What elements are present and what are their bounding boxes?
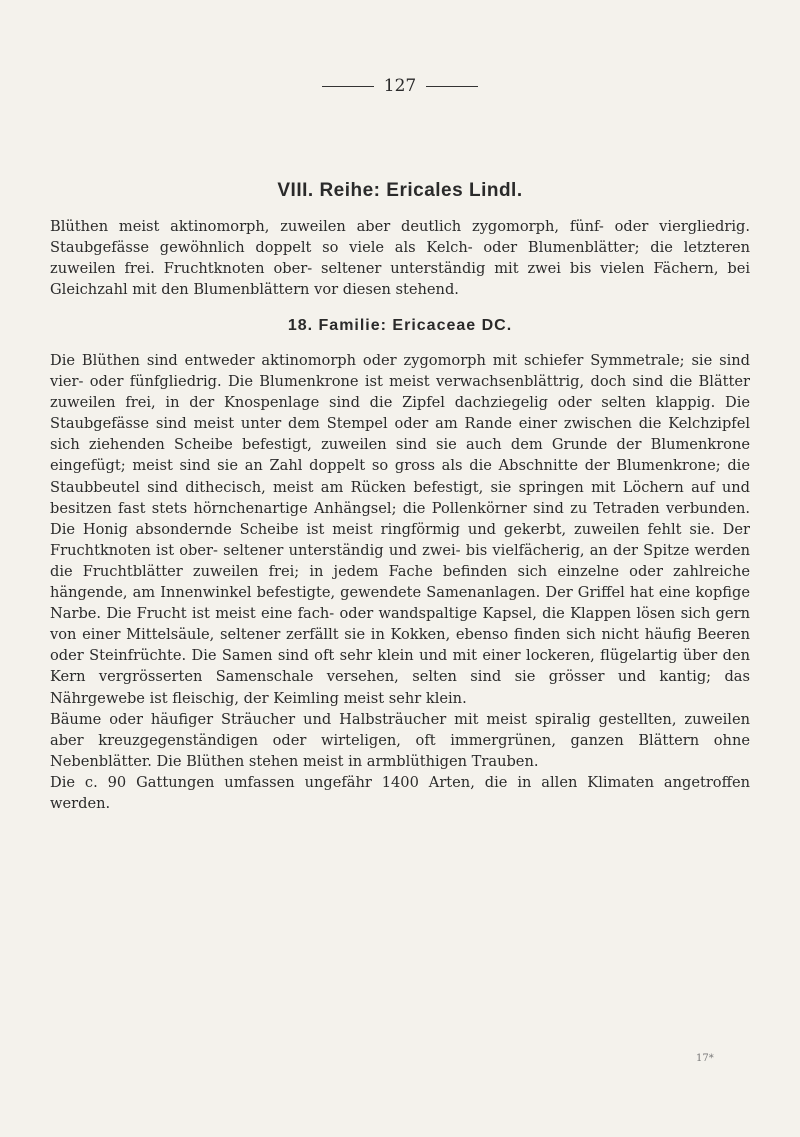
paragraph-habit: Bäume oder häufiger Sträucher und Halbsträucher mit meist spiralig gestellten, zuweilen aber kreuzgegenständigen oder wirteligen, oft immergrünen, ganzen Blättern ohne Nebenblätter. Die Blüthen stehen meist in armblüthigen Trauben. xyxy=(50,710,750,770)
section-intro: Blüthen meist aktinomorph, zuweilen aber deutlich zygomorph, fünf- oder viergliedrig. Staubgefässe gewöhnlich doppelt so viele als Kelch- oder Blumenblätter; die letzteren zuweilen frei. Fruchtknoten ober- seltener unterständig mit zwei bis vielen Fächern, bei Gleichzahl mit den Blumenblättern vor diesen stehend. xyxy=(50,218,750,298)
header-rule-left xyxy=(322,86,374,87)
header-rule-right xyxy=(426,86,478,87)
family-heading: 18. Familie: Ericaceae DC. xyxy=(287,317,513,334)
paragraph-distribution: Die c. 90 Gattungen umfassen ungefähr 1400 Arten, die in allen Klimaten angetroffen werden. xyxy=(50,773,750,812)
sheet-signature: 17* xyxy=(696,1053,714,1064)
page-header xyxy=(0,76,800,96)
page-number: 127 xyxy=(383,76,417,96)
family-description xyxy=(50,350,750,814)
paragraph-morphology: Die Blüthen sind entweder aktinomorph oder zygomorph mit schiefer Symmetrale; sie sind vier- oder fünfgliedrig. Die Blumenkrone ist meist verwachsenblättrig, doch sind die Blätter zuweilen frei, in der Knospenlage sind die Zipfel dachziegelig oder selten klappig. Die Staubgefässe sind meist unter dem Stempel oder am Rande einer zwischen die Kelchzipfel sich ziehenden Scheibe befestigt, zuweilen sind sie auch dem Grunde der Blumenkrone eingefügt; meist sind sie an Zahl doppelt so gross als die Abschnitte der Blumenkrone; die Staubbeutel sind dithecisch, meist am Rücken befestigt, sie springen mit Löchern auf und besitzen fast stets hörnchenartige Anhängsel; die Pollenkörner sind zu Tetraden verbunden. Die Honig absondernde Scheibe ist meist ringförmig und gekerbt, zuweilen fehlt sie. Der Fruchtknoten ist ober- seltener unterständig und zwei- bis vielfächerig, an der Spitze werden die Fruchtblätter zuweilen frei; in jedem Fache befinden sich einzelne oder zahlreiche hängende, am Innenwinkel befestigte, gewendete Samenanlagen. Der Griffel hat eine kopfige Narbe. Die Frucht ist meist eine fach- oder wandspaltige Kapsel, die Klappen lösen sich gern von einer Mittelsäule, seltener zerfällt sie in Kokken, ebenso finden sich nicht häufig Beeren oder Steinfrüchte. Die Samen sind oft sehr klein und mit einer lockeren, flügelartig über den Kern vergrösserten Samenschale versehen, selten sind sie grösser und kantig; das Nährgewebe ist fleischig, der Keimling meist sehr klein. xyxy=(50,352,750,707)
section-heading: VIII. Reihe: Ericales Lindl. xyxy=(277,180,523,201)
